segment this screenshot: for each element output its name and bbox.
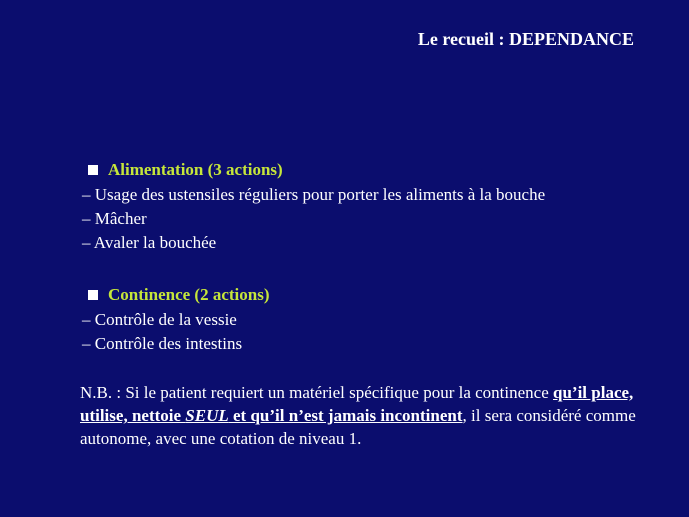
section-heading <box>88 160 672 180</box>
list-item: – Usage des ustensiles réguliers pour porter les aliments à la bouche <box>82 185 546 204</box>
list-item: – Contrôle des intestins <box>82 334 243 353</box>
section-heading <box>88 285 672 305</box>
section-heading-label: Continence (2 actions) <box>108 285 270 304</box>
list-item: – Contrôle de la vessie <box>82 310 237 329</box>
section-continence <box>82 285 672 356</box>
square-bullet-icon <box>88 290 98 300</box>
note-emphasis: et qu’il n’est jamais incontinent <box>228 406 463 425</box>
list-item: – Avaler la bouchée <box>82 233 217 252</box>
section-heading-label: Alimentation (3 actions) <box>108 160 283 179</box>
slide-title: Le recueil : DEPENDANCE <box>417 29 634 49</box>
list-item: – Mâcher <box>82 209 147 228</box>
section-alimentation <box>82 160 672 255</box>
note-text: , il sera considéré comme autonome, avec une cotation de niveau 1. <box>80 406 636 448</box>
note-emphasis: qu’il place, utilise, nettoie <box>80 383 634 425</box>
square-bullet-icon <box>88 165 98 175</box>
note-emphasis-seul: SEUL <box>185 406 229 425</box>
nb-note <box>80 381 660 450</box>
note-text: N.B. : Si le patient requiert un matériel spécifique pour la continence <box>80 383 554 402</box>
